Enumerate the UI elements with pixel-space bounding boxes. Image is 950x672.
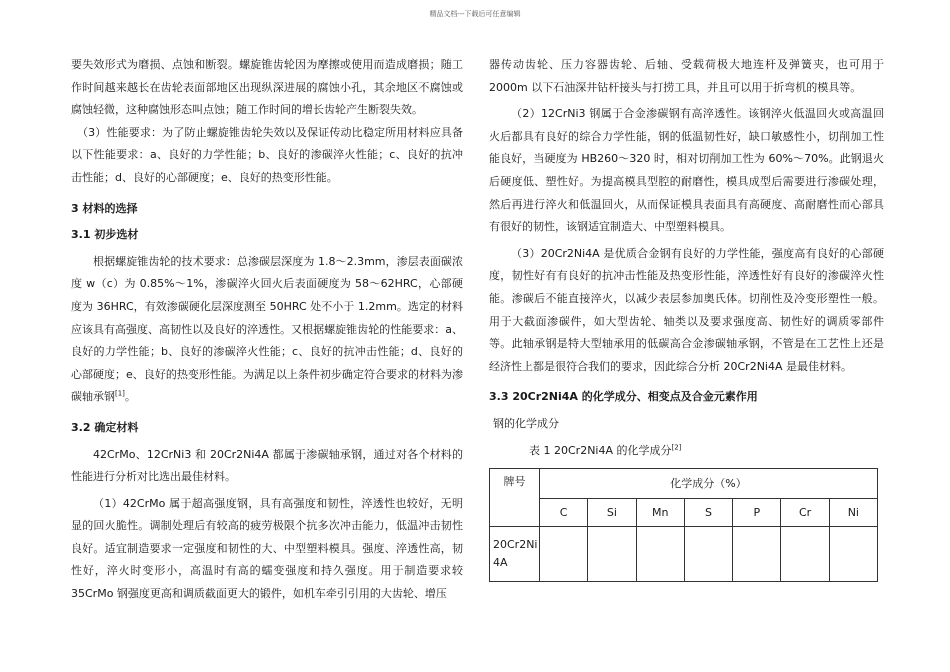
table-row [490,527,878,582]
section-heading-3-1: 3.1 初步选材 [71,228,139,242]
paragraph-performance-requirements: （3）性能要求：为了防止螺旋锥齿轮失效以及保证传动比稳定所用材料应具备以下性能要求：a、良好的力学性能；b、良好的渗碳淬火性能；c、良好的抗冲击性能；d、良好的心部硬度；e、良好的热变形性能。 [71,125,463,184]
table-caption [489,440,884,463]
initial-selection-text: 根据螺旋锥齿轮的技术要求：总渗碳层深度为 1.8～2.3mm，渗层表面碳浓度 w（c）为 0.85%～1%，渗碳淬火回火后表面硬度为 58～62HRC，心部硬度为 36HRC，有效渗碳硬化层深度测至 50HRC 处不小于 1.2mm。选定的材料应该具有高强度、高韧性以及良好的淬透性。又根据螺旋锥齿轮的性能要求：a、良好的力学性能；b、良好的渗碳淬火性能；c、良好的抗冲击性能；d、良好的心部硬度；e、良好的热变形性能。为满足以上条件初步确定符合要求的材料为渗碳轴承钢 [71,254,463,404]
paragraph-20cr2ni4a: （3）20Cr2Ni4A 是优质合金钢有良好的力学性能，强度高有良好的心部硬度，韧性好有有良好的抗冲击性能及热变形性能，淬透性好有良好的渗碳淬火性能。渗碳后不能直接淬火，以减少表层参加奥氏体。切削性及冷变形塑性一般。用于大截面渗碳件，如大型齿轮、轴类以及要求强度高、韧性好的调质零部件等。此轴承钢是特大型轴承用的低碳高合金渗碳轴承钢，不管是在工艺性上还是经济性上都是很符合我们的要求，因此综合分析 20Cr2Ni4A 是最佳材料。 [489,246,884,373]
initial-selection-end: 。 [124,390,136,404]
reference-1: [1] [115,389,125,398]
table-caption-text: 表 1 20Cr2Ni4A 的化学成分 [529,443,672,457]
paragraph-42crmo: （1）42CrMo 属于超高强度钢，具有高强度和韧性，淬透性也较好，无明显的回火脆性。调制处理后有较高的疲劳极限个抗多次冲击能力，低温冲击韧性良好。适宜制造要求一定强度和韧性的大、中型塑料模具。强度、淬透性高，韧性好，淬火时变形小，高温时有高的蠕变强度和持久强度。用于制造要求较 35CrMo 钢强度更高和调质截面更大的锻件，如机车牵引引用的大齿轮、增压 [71,496,463,601]
cell-si [588,527,636,582]
left-column [71,54,463,606]
paragraph-material-comparison: 42CrMo、12CrNi3 和 20Cr2Ni4A 都属于渗碳轴承钢，通过对各个材料的性能进行分析对比选出最佳材料。 [71,447,463,484]
paragraph-failure-modes: 要失效形式为磨损、点蚀和断裂。螺旋锥齿轮因为摩擦或使用而造成磨损；随工作时间越来越长在齿轮表面部地区出现纵深进展的腐蚀小孔，其余地区不腐蚀或腐蚀轻微，这种腐蚀形态叫点蚀；随工作时间的增长齿轮产生断裂失效。 [71,58,463,117]
row-grade: 20Cr2Ni4A [490,527,540,582]
header-composition: 化学成分（%） [540,469,878,499]
element-ni: Ni [829,499,877,527]
element-p: P [733,499,781,527]
cell-p [733,527,781,582]
section-heading-3-3: 3.3 20Cr2Ni4A 的化学成分、相变点及合金元素作用 [489,390,758,404]
cell-mn [636,527,684,582]
table-header-row [490,469,878,499]
reference-2: [2] [671,442,682,451]
page-header: 精品文档---下载后可任意编辑 [429,10,521,18]
paragraph-12crni3: （2）12CrNi3 钢属于合金渗碳钢有高淬透性。该钢淬火低温回火或高温回火后都具有良好的综合力学性能，钢的低温韧性好，缺口敏感性小，切削加工性能良好，当硬度为 HB260～320 时，相对切削加工性为 60%～70%。此钢退火后硬度低、塑性好。为提高模具型腔的耐磨性，模具成型后需要进行渗碳处理，然后再进行淬火和低温回火，从而保证模具表面具有高硬度、高耐磨性而心部具有很好的韧性，该钢适宜制造大、中型塑料模具。 [489,107,884,234]
header-grade: 牌号 [490,469,540,527]
table-element-row [490,499,878,527]
element-s: S [684,499,732,527]
section-heading-3: 3 材料的选择 [71,201,138,215]
right-column [489,54,884,582]
cell-ni [829,527,877,582]
composition-table [489,468,878,582]
element-c: C [540,499,588,527]
subheading-chemical-composition: 钢的化学成分 [493,416,559,430]
element-si: Si [588,499,636,527]
element-cr: Cr [781,499,829,527]
paragraph-initial-selection [71,251,463,409]
section-heading-3-2: 3.2 确定材料 [71,420,139,434]
element-mn: Mn [636,499,684,527]
cell-s [684,527,732,582]
paragraph-42crmo-continued: 器传动齿轮、压力容器齿轮、后轴、受载荷极大地连杆及弹簧夹，也可用于 2000m 以下石油深井钻杆接头与打捞工具，并且可以用于折弯机的模具等。 [489,58,884,94]
cell-cr [781,527,829,582]
cell-c [540,527,588,582]
